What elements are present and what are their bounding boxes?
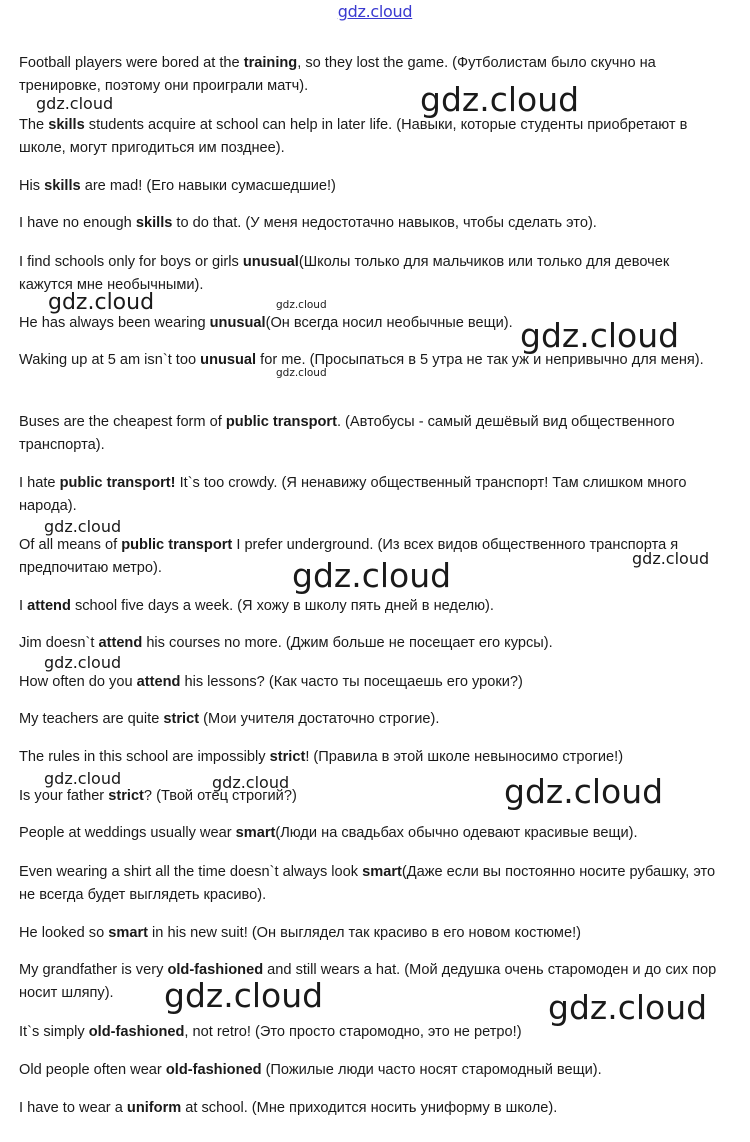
text: I have no enough (19, 215, 136, 231)
text: I find schools only for boys or girls (19, 254, 243, 270)
text: He has always been wearing (19, 315, 210, 331)
paragraph (19, 472, 719, 518)
paragraph (19, 632, 719, 655)
text: The rules in this school are impossibly (19, 749, 270, 765)
vocab-term: attend (136, 674, 181, 690)
text: and still wears a hat. (Мой дедушка очень старомоден и до сих пор носит шляпу). (19, 962, 717, 1001)
paragraph (19, 1059, 719, 1082)
watermark: gdz.cloud (164, 976, 324, 1015)
paragraph (19, 595, 719, 618)
text: I prefer underground. (Из всех видов общественного транспорта я предпочитаю метро). (19, 537, 679, 576)
watermark: gdz.cloud (548, 988, 708, 1027)
text: his courses no more. (Джим больше не посещает его курсы). (142, 635, 553, 651)
text: How often do you (19, 674, 137, 690)
text: The (19, 117, 49, 133)
vocab-term: uniform (126, 1100, 182, 1116)
paragraph (19, 822, 719, 845)
vocab-term: smart (235, 825, 276, 841)
text: I have to wear a (19, 1100, 127, 1116)
vocab-term: smart (108, 925, 148, 941)
paragraph (19, 1097, 719, 1120)
text: in his new suit! (Он выглядел так красиво в его новом костюме!) (148, 925, 581, 941)
vocab-term: unusual (242, 254, 299, 270)
text: Old people often wear (19, 1062, 166, 1078)
text: , not retro! (Это просто старомодно, это не ретро!) (184, 1024, 522, 1040)
text: are mad! (Его навыки сумасшедшие!) (80, 178, 336, 194)
paragraph (19, 746, 719, 769)
text: Is your father (19, 788, 109, 804)
watermark: gdz.cloud (44, 517, 122, 536)
watermark: gdz.cloud (212, 773, 290, 792)
text: His (19, 178, 45, 194)
text: I hate (19, 475, 60, 491)
paragraph (19, 922, 719, 945)
text: My grandfather is very (19, 962, 168, 978)
text: ? (Твой отец строгий?) (143, 788, 297, 804)
paragraph (19, 671, 719, 694)
watermark: gdz.cloud (44, 769, 122, 788)
vocab-term: unusual (200, 352, 257, 368)
vocab-term: attend (27, 598, 71, 614)
watermark: gdz.cloud (520, 316, 680, 355)
vocab-term: old-fashioned (165, 1062, 262, 1078)
vocab-term: attend (98, 635, 143, 651)
text: students acquire at school can help in later life. (Навыки, которые студенты приобретают в школе, могут пригодиться им позднее). (19, 117, 688, 156)
watermark: gdz.cloud (44, 653, 122, 672)
watermark: gdz.cloud (36, 94, 114, 113)
text: People at weddings usually wear (19, 825, 236, 841)
paragraph (19, 114, 719, 160)
vocab-term: training (243, 55, 298, 71)
text: It`s simply (19, 1024, 89, 1040)
text: (Мои учителя достаточно строгие). (199, 711, 440, 727)
text: Of all means of (19, 537, 122, 553)
vocab-term: smart (362, 864, 402, 880)
header-watermark[interactable]: gdz.cloud (337, 2, 413, 21)
text: I (19, 598, 28, 614)
watermark: gdz.cloud (504, 772, 664, 811)
text: , so they lost the game. (Футболистам было скучно на тренировке, поэтому они проиграли матч). (19, 55, 656, 94)
watermark: gdz.cloud (48, 290, 155, 315)
text: Jim doesn`t (19, 635, 99, 651)
vocab-term: public transport (225, 414, 337, 430)
text: My teachers are quite (19, 711, 164, 727)
text: Waking up at 5 am isn`t too (19, 352, 201, 368)
vocab-term: skills (135, 215, 173, 231)
vocab-term: old-fashioned (167, 962, 264, 978)
text: (Он всегда носил необычные вещи). (265, 315, 513, 331)
vocab-term: strict (269, 749, 306, 765)
text: ! (Правила в этой школе невыносимо строгие!) (305, 749, 624, 765)
text: his lessons? (Как часто ты посещаешь его уроки?) (180, 674, 523, 690)
paragraph (19, 411, 719, 457)
vocab-term: strict (108, 788, 144, 804)
vocab-term: strict (163, 711, 200, 727)
vocab-term: skills (44, 178, 81, 194)
text: Even wearing a shirt all the time doesn`t always look (19, 864, 363, 880)
text: Football players were bored at the (19, 55, 244, 71)
text: He looked so (19, 925, 109, 941)
vocab-term: old-fashioned (88, 1024, 185, 1040)
paragraph (19, 175, 719, 198)
paragraph (19, 708, 719, 731)
watermark: gdz.cloud (292, 556, 452, 595)
paragraph (19, 52, 719, 98)
text: . (Автобусы - самый дешёвый вид общественного транспорта). (19, 414, 675, 453)
vocab-term: unusual (209, 315, 266, 331)
vocab-term: public transport (121, 537, 233, 553)
watermark: gdz.cloud (420, 80, 580, 119)
watermark: gdz.cloud (276, 299, 327, 311)
vocab-term: public transport! (59, 475, 176, 491)
watermark: gdz.cloud (276, 367, 327, 379)
text: (Школы только для мальчиков или только для девочек кажутся мне необычными). (19, 254, 670, 293)
paragraph (19, 861, 719, 907)
text: to do that. (У меня недостотачно навыков, чтобы сделать это). (172, 215, 597, 231)
paragraph (19, 212, 719, 235)
watermark: gdz.cloud (632, 549, 710, 568)
text: (Даже если вы постоянно носите рубашку, это не всегда будет выглядеть красиво). (19, 864, 716, 903)
text: for me. (Просыпаться в 5 утра не так уж и непривычно для меня). (256, 352, 704, 368)
vocab-term: skills (48, 117, 85, 133)
text: (Люди на свадьбах обычно одевают красивые вещи). (275, 825, 638, 841)
text: Buses are the cheapest form of (19, 414, 226, 430)
text: (Пожилые люди часто носят старомодный вещи). (261, 1062, 602, 1078)
text: It`s too crowdy. (Я ненавижу общественный транспорт! Там слишком много народа). (19, 475, 687, 514)
text: at school. (Мне приходится носить униформу в школе). (181, 1100, 558, 1116)
text: school five days a week. (Я хожу в школу пять дней в неделю). (70, 598, 494, 614)
